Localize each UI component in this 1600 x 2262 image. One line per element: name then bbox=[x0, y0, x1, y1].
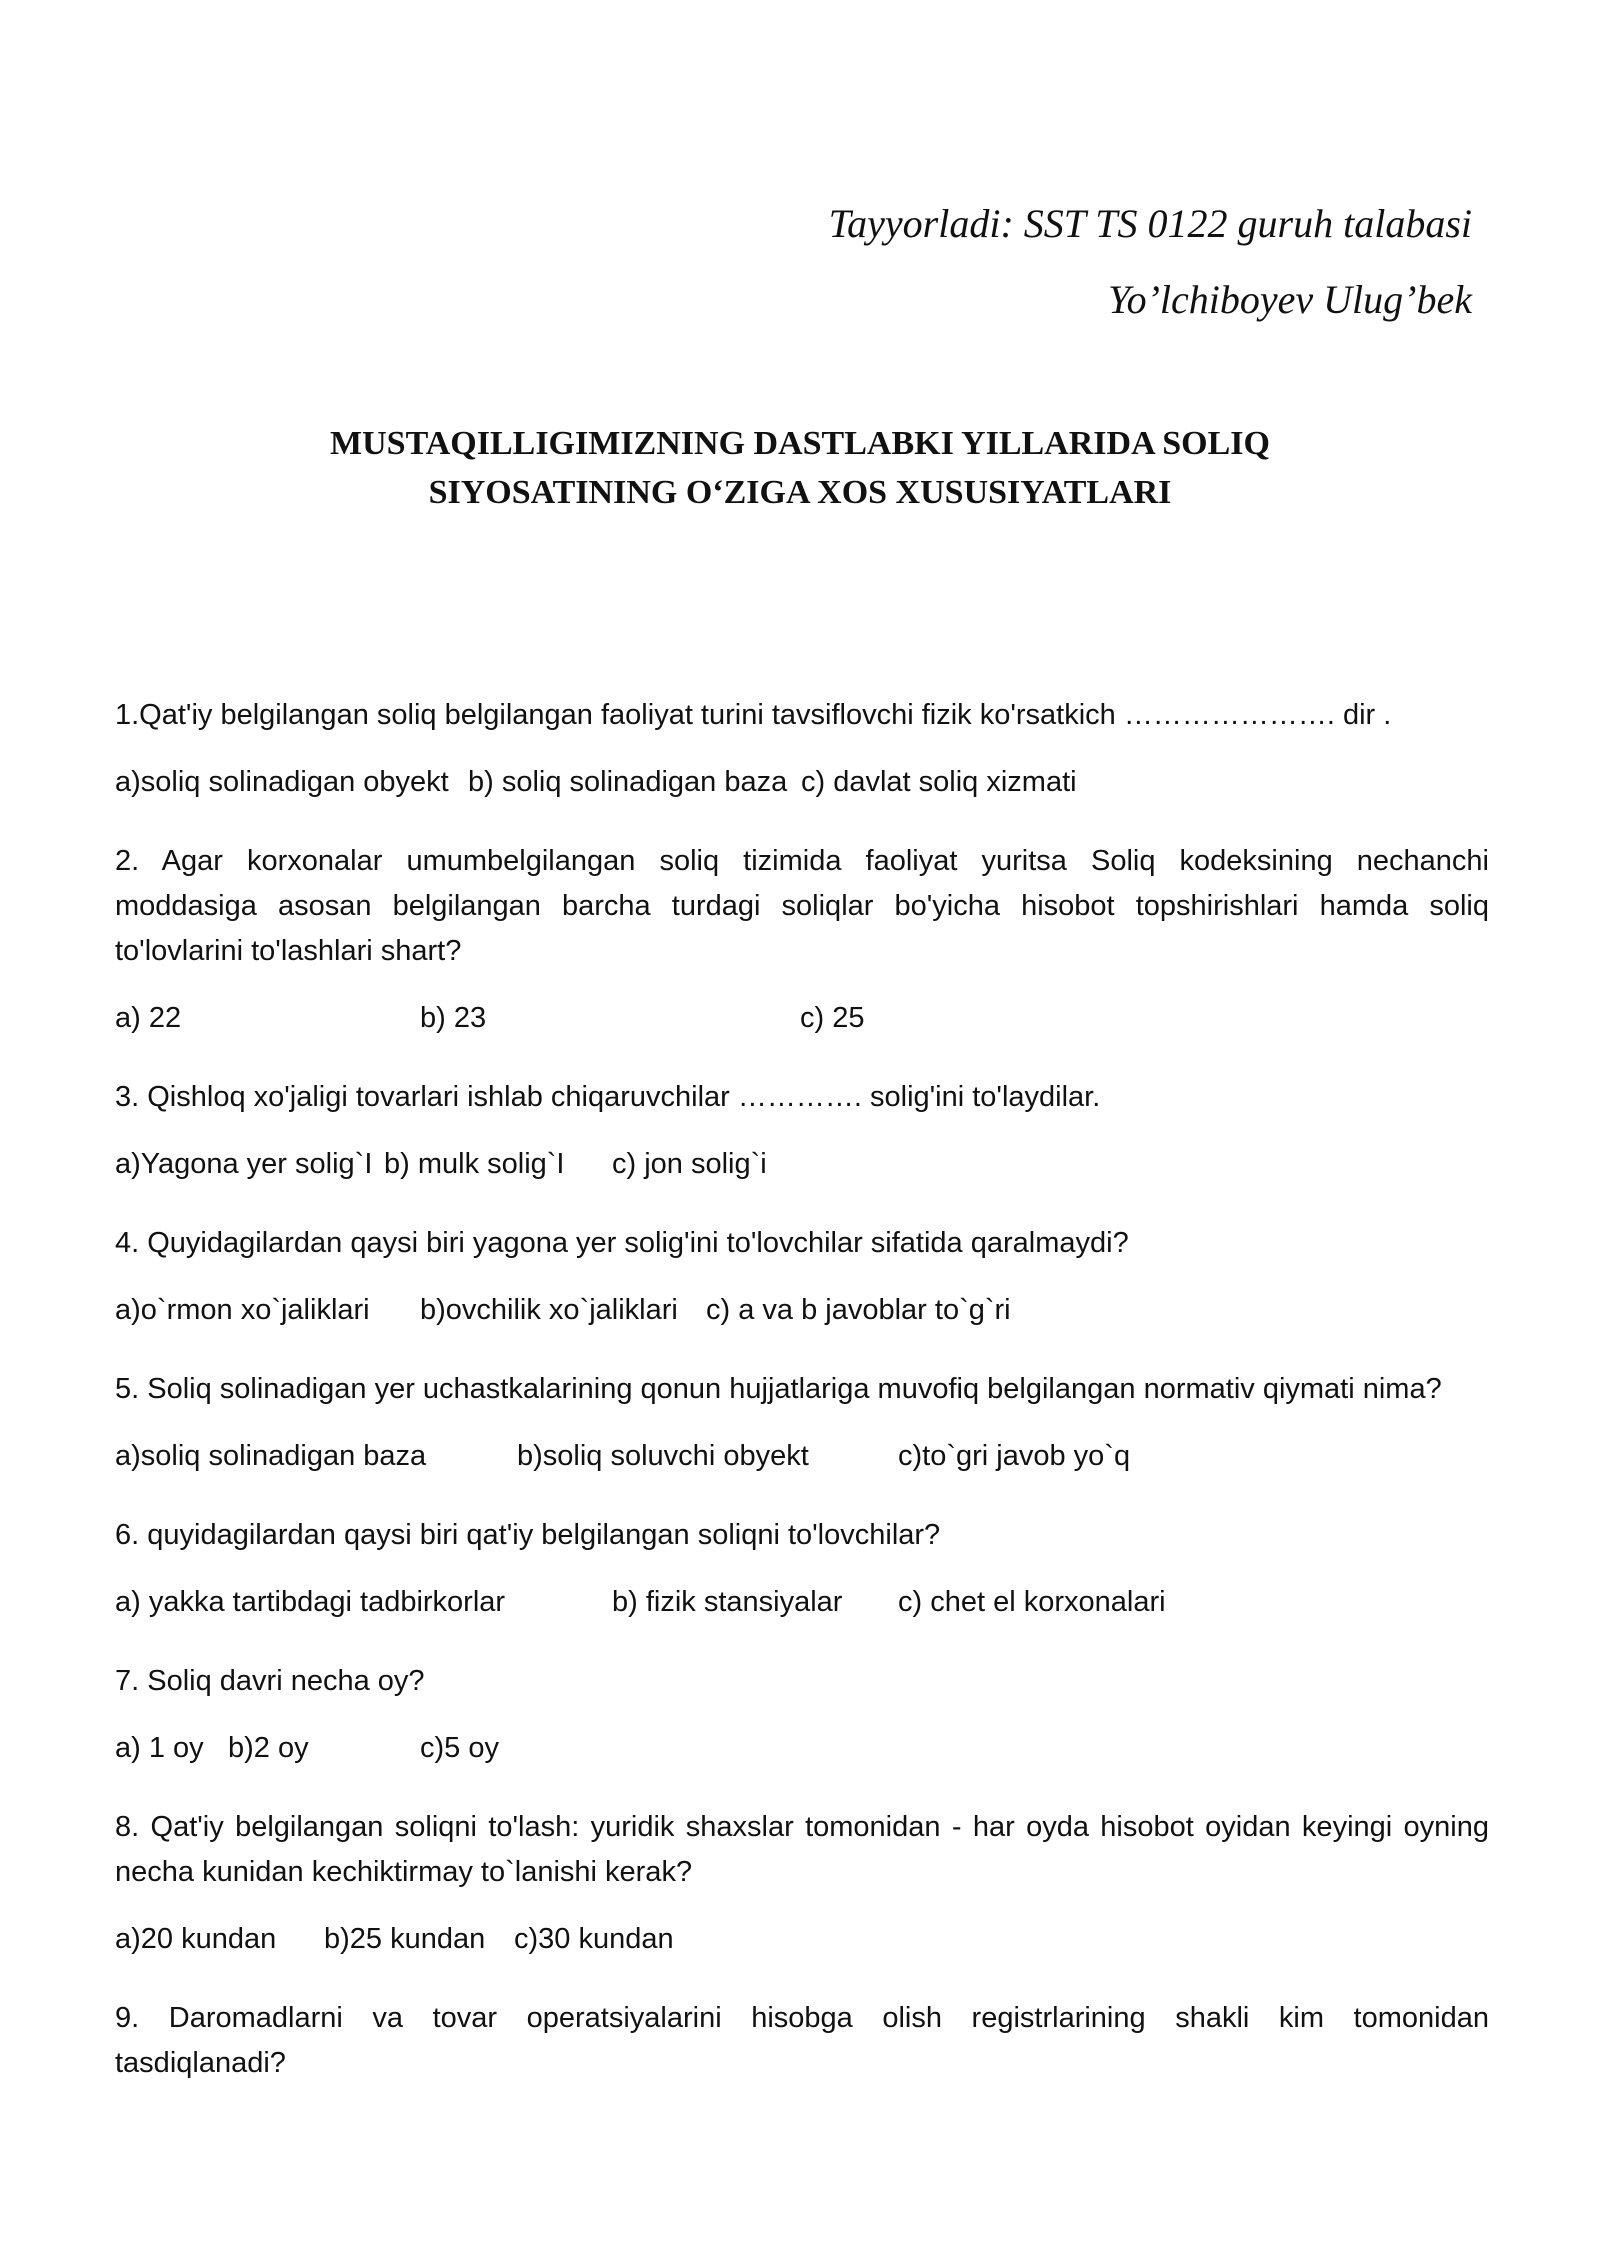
option-c: c) jon solig`i bbox=[612, 1148, 767, 1180]
option-a: a) 1 oy bbox=[115, 1732, 204, 1764]
option-c: c)to`gri javob yo`q bbox=[898, 1440, 1131, 1472]
option-a: a)soliq solinadigan baza bbox=[115, 1440, 427, 1472]
document-title-line-1: MUSTAQILLIGIMIZNING DASTLABKI YILLARIDA SOLIQ bbox=[330, 425, 1270, 462]
option-a: a) 22 bbox=[115, 1002, 182, 1034]
option-c: c)30 kundan bbox=[514, 1923, 674, 1955]
option-a: a)Yagona yer solig`I bbox=[115, 1148, 373, 1180]
question-2-line-1: 2. Agar korxonalar umumbelgilangan soliq tizimida faoliyat yuritsa Soliq kodeksining nechanchi bbox=[115, 845, 1489, 877]
question-2-line-3: to'lovlarini to'lashlari shart? bbox=[115, 935, 462, 967]
document-title-line-2: SIYOSATINING O‘ZIGA XOS XUSUSIYATLARI bbox=[428, 474, 1172, 511]
option-b: b) soliq solinadigan baza bbox=[468, 766, 788, 798]
question-9-line-1: 9. Daromadlarni va tovar operatsiyalarini hisobga olish registrlarining shakli kim tomonidan bbox=[115, 2002, 1489, 2034]
option-c: c) davlat soliq xizmati bbox=[801, 766, 1077, 798]
question-2-line-2: moddasiga asosan belgilangan barcha turdagi soliqlar bo'yicha hisobot topshirishlari hamda soliq bbox=[115, 890, 1489, 922]
question-6: 6. quyidagilardan qaysi biri qat'iy belgilangan soliqni to'lovchilar? bbox=[115, 1519, 941, 1551]
author-line-2: Yo’lchiboyev Ulug’bek bbox=[1108, 277, 1472, 322]
question-4: 4. Quyidagilardan qaysi biri yagona yer solig'ini to'lovchilar sifatida qaralmaydi? bbox=[115, 1227, 1129, 1259]
question-5: 5. Soliq solinadigan yer uchastkalarining qonun hujjatlariga muvofiq belgilangan normativ qiymati nima? bbox=[115, 1373, 1442, 1405]
option-b: b) fizik stansiyalar bbox=[612, 1586, 843, 1618]
option-c: c) 25 bbox=[800, 1002, 865, 1034]
question-1 bbox=[115, 693, 1489, 738]
option-a: a)soliq solinadigan obyekt bbox=[115, 766, 449, 798]
option-a: a)20 kundan bbox=[115, 1923, 277, 1955]
option-a: a)o`rmon xo`jaliklari bbox=[115, 1294, 370, 1326]
question-8-line-1: 8. Qat'iy belgilangan soliqni to'lash: yuridik shaxslar tomonidan - har oyda hisobot oyidan keyingi oyning bbox=[115, 1811, 1489, 1843]
option-c: c) a va b javoblar to`g`ri bbox=[706, 1294, 1011, 1326]
question-3: 3. Qishloq xo'jaligi tovarlari ishlab chiqaruvchilar …………. solig'ini to'laydilar. bbox=[115, 1081, 1101, 1113]
question-7: 7. Soliq davri necha oy? bbox=[115, 1665, 425, 1697]
option-c: c)5 oy bbox=[420, 1732, 499, 1764]
option-b: b) mulk solig`I bbox=[384, 1148, 565, 1180]
option-b: b)25 kundan bbox=[324, 1923, 486, 1955]
author-line-1: Tayyorladi: SST TS 0122 guruh talabasi bbox=[828, 201, 1472, 246]
option-b: b)soliq soluvchi obyekt bbox=[517, 1440, 809, 1472]
option-a: a) yakka tartibdagi tadbirkorlar bbox=[115, 1586, 506, 1618]
option-b: b) 23 bbox=[420, 1002, 487, 1034]
option-b: b)2 oy bbox=[228, 1732, 309, 1764]
option-b: b)ovchilik xo`jaliklari bbox=[420, 1294, 678, 1326]
option-c: c) chet el korxonalari bbox=[898, 1586, 1166, 1618]
question-text: 1.Qat'iy belgilangan soliq belgilangan faoliyat turini tavsiflovchi fizik ko'rsatkich …………………. dir . bbox=[115, 699, 1392, 731]
question-9-line-2: tasdiqlanadi? bbox=[115, 2047, 286, 2079]
question-8-line-2: necha kunidan kechiktirmay to`lanishi kerak? bbox=[115, 1856, 693, 1888]
